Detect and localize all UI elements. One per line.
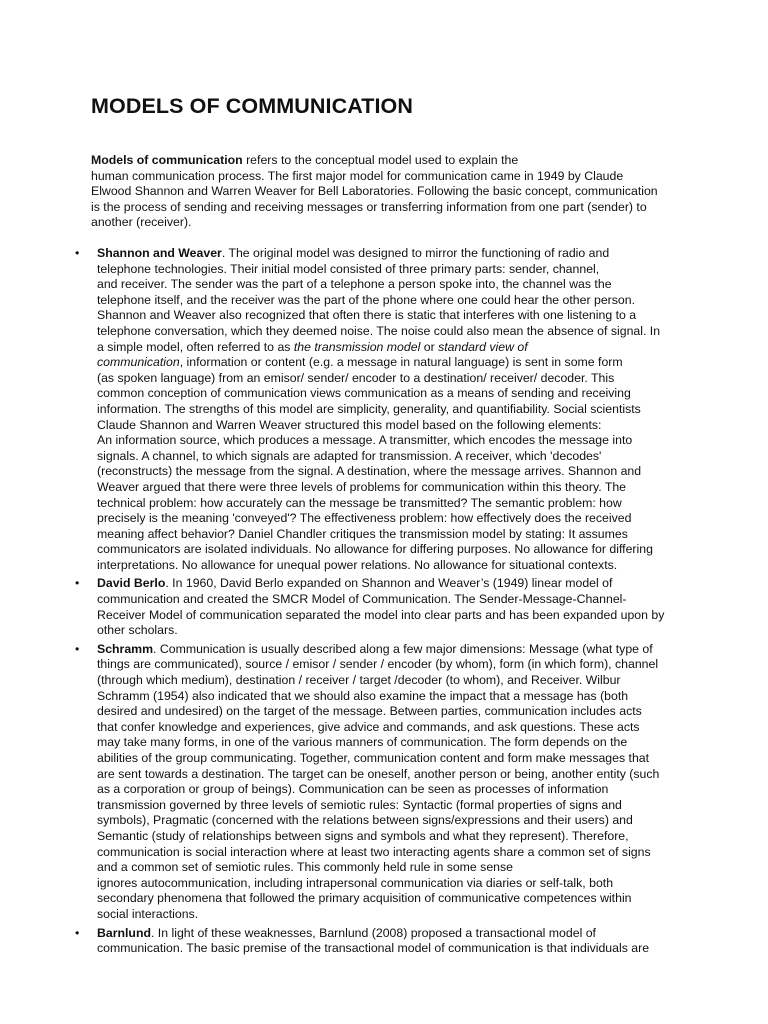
text-line: Shannon and Weaver also recognized that often there is static that interferes with one listening to a — [97, 308, 637, 323]
text-line: telephone conversation, which they deemed noise. The noise could also mean the absence of signal. In — [97, 323, 661, 338]
text-line: communicators are isolated individuals. No allowance for differing purposes. No allowance for differing — [97, 542, 653, 557]
text-line: that confer knowledge and experiences, give advice and commands, and ask questions. These acts — [97, 719, 640, 734]
bullet-lead-term: Barnlund — [97, 925, 151, 940]
text-line: transmission governed by three levels of semiotic rules: Syntactic (formal properties of signs and — [97, 797, 622, 812]
text-line: social interactions. — [97, 906, 199, 921]
text-line: meaning affect behavior? Daniel Chandler critiques the transmission model by stating: It assumes — [97, 526, 628, 541]
bullet-lead-term: Shannon and Weaver — [97, 246, 222, 260]
bullet-item-david-berlo — [0, 576, 687, 638]
text-line: (through which medium), destination / receiver / target /decoder (to whom), and Receiver. Wilbur — [97, 673, 621, 688]
bullet-icon: • — [75, 641, 80, 656]
text-line: An information source, which produces a message. A transmitter, which encodes the message into — [97, 433, 633, 448]
text-line: Shannon and Weaver. The original model was designed to mirror the functioning of radio and — [97, 246, 610, 260]
text-line: another (receiver). — [91, 215, 192, 230]
text-line: human communication process. The first major model for communication came in 1949 by Claude — [91, 168, 624, 183]
text-line: signals. A channel, to which signals are adapted for transmission. A receiver, which 'decodes' — [97, 448, 602, 463]
text-line: David Berlo. In 1960, David Berlo expanded on Shannon and Weaver’s (1949) linear model of — [97, 576, 613, 591]
text-line: a simple model, often referred to as the transmission model or standard view of — [97, 339, 528, 354]
text-line: secondary phenomena that followed the primary acquisition of communicative competences within — [97, 891, 632, 906]
text-line: ignores autocommunication, including intrapersonal communication via diaries or self-talk, both — [97, 875, 614, 890]
text-line: other scholars. — [97, 623, 178, 638]
bullet-item-schramm — [0, 642, 687, 923]
text-line: desired and undesired) on the target of the message. Between parties, communication includes acts — [97, 704, 642, 719]
text-line: interpretations. No allowance for unequal power relations. No allowance for situational contexts. — [97, 557, 618, 572]
text-line: are sent towards a destination. The target can be oneself, another person or being, another entity (such — [97, 766, 660, 781]
text-line: Weaver argued that there were three levels of problems for communication within this theory. The — [97, 479, 627, 494]
text-line: Schramm (1954) also indicated that we should also examine the impact that a message has (both — [97, 688, 629, 703]
text-line: Claude Shannon and Warren Weaver structured this model based on the following elements: — [97, 417, 602, 432]
bullet-icon: • — [75, 576, 80, 591]
text-line: and receiver. The sender was the part of a telephone a person spoke into, the channel was the — [97, 277, 612, 292]
text-line: symbols), Pragmatic (concerned with the relations between signs/expressions and their users) and — [97, 813, 633, 828]
text-line: (reconstructs) the message from the signal. A destination, where the message arrives. Shannon and — [97, 464, 642, 479]
text-line: telephone itself, and the receiver was the part of the phone where one could hear the other person. — [97, 292, 636, 307]
bullet-icon: • — [75, 246, 80, 260]
intro-paragraph — [91, 153, 691, 231]
text-line: communication is social interaction where at least two interacting agents share a common set of signs — [97, 844, 651, 859]
text-line: abilities of the group communicating. Together, communication content and form make messages that — [97, 751, 650, 765]
text-line: (as spoken language) from an emisor/ sender/ encoder to a destination/ receiver/ decoder. This — [97, 370, 615, 385]
text-line: communication. The basic premise of the transactional model of communication is that individuals are — [97, 941, 650, 956]
text-line: telephone technologies. Their initial model consisted of three primary parts: sender, channel, — [97, 261, 600, 276]
text-line: Semantic (study of relationships between signs and symbols and what they represent). Therefore, — [97, 828, 629, 843]
bullet-item-shannon-weaver — [0, 246, 687, 573]
bullet-item-barnlund — [0, 926, 687, 957]
text-line: Elwood Shannon and Warren Weaver for Bell Laboratories. Following the basic concept, communication — [91, 184, 658, 199]
text-line: may take many forms, in one of the various manners of communication. The form depends on the — [97, 735, 628, 750]
text-line: is the process of sending and receiving messages or transferring information from one part (sender) to — [91, 199, 647, 214]
intro-lead-term: Models of communication — [91, 153, 243, 167]
text-line: technical problem: how accurately can the message be transmitted? The semantic problem: how — [97, 495, 622, 510]
bullet-icon: • — [75, 925, 80, 940]
bullet-lead-term: Schramm — [97, 641, 154, 656]
text-line: as a corporation or group of beings). Communication can be seen as processes of information — [97, 782, 609, 797]
text-line: precisely is the meaning 'conveyed'? The effectiveness problem: how effectively does the received — [97, 511, 632, 526]
italic-term: standard view of — [438, 339, 528, 354]
text-line: Models of communication refers to the conceptual model used to explain the — [91, 153, 519, 167]
text-line: things are communicated), source / emisor / sender / encoder (by whom), form (in which form), channel — [97, 657, 659, 672]
bullet-lead-term: David Berlo — [97, 576, 166, 591]
text-line: and a common set of semiotic rules. This commonly held rule in some sense — [97, 860, 513, 875]
text-line: information. The strengths of this model are simplicity, generality, and quantifiability. Social scientists — [97, 401, 641, 416]
page-title: MODELS OF COMMUNICATION — [91, 94, 413, 118]
italic-term: the transmission model — [293, 339, 421, 354]
text-line: common conception of communication views communication as a means of sending and receiving — [97, 386, 631, 401]
models-bullet-list — [0, 246, 768, 960]
text-line: Schramm. Communication is usually described along a few major dimensions: Message (what type of — [97, 641, 653, 656]
text-line: communication and created the SMCR Model of Communication. The Sender-Message-Channel- — [97, 592, 627, 607]
italic-term: communication — [97, 355, 180, 370]
text-line: Receiver Model of communication separated the model into clear parts and has been expanded upon by — [97, 607, 665, 622]
text-line: Barnlund. In light of these weaknesses, Barnlund (2008) proposed a transactional model of — [97, 925, 596, 940]
text-line: communication, information or content (e.g. a message in natural language) is sent in some form — [97, 355, 623, 370]
